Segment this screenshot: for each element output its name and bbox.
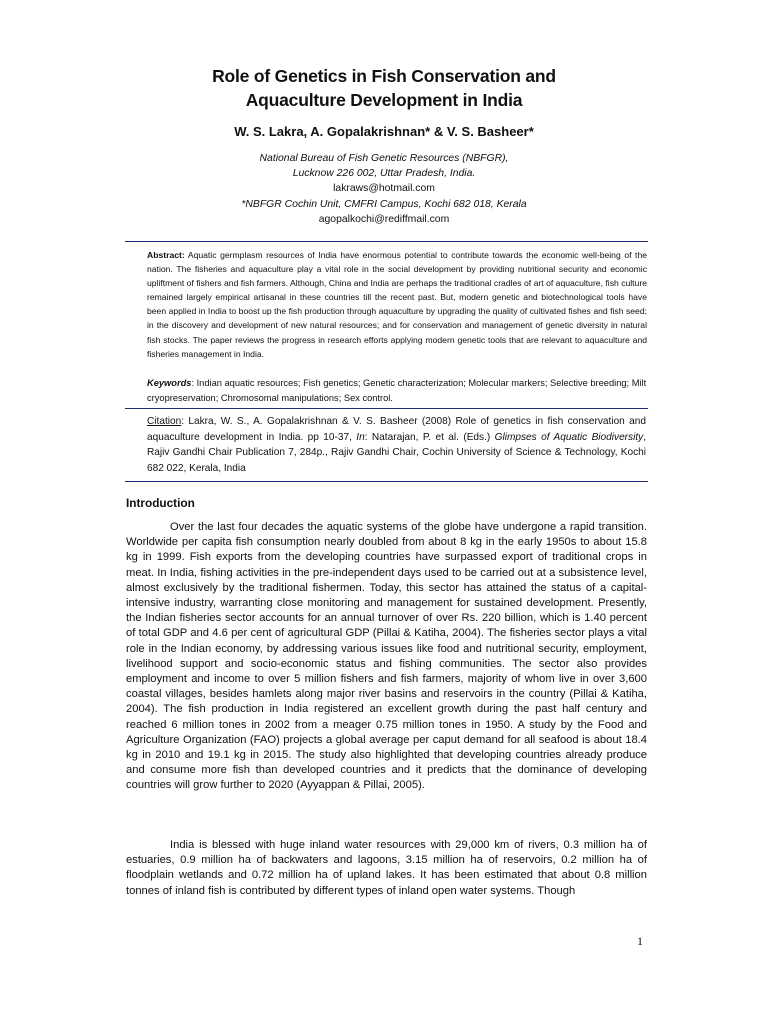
keywords-label: Keywords — [147, 378, 192, 388]
page-number: 1 — [637, 934, 643, 948]
paragraph-1-text: Over the last four decades the aquatic systems of the globe have undergone a rapid transition. Worldwide per capita fish consumption nearly doubled from about 8 kg in the early 1950s to about 15.8 kg in 1999. Fish exports from the developing countries have surpassed export of traditional crops in meat. In India, fishing activities in the pre-independent days used to be carried out at a subsistence level, almost exclusively by the traditional fishermen. Today, this sector has attained the status of a capital-intensive industry, warranting close monitoring and management for sustained development. Presently, the Indian fisheries sector accounts for an annual turnover of over Rs. 220 billion, which is 1.40 percent of total GDP and 4.6 per cent of agricultural GDP (Pillai & Katiha, 2004). The fisheries sector plays a vital role in the Indian economy, by addressing various issues like food and nutritional security, employment, livelihood support and socio-economic status and fishing communities. The sector also provides employment and income to over 5 million fishers and fish farmers, majority of whom live in over 3,600 coastal villages, besides hamlets along major river basins and reservoirs in the country (Pillai & Katiha, 2004). The fish production in India registered an excellent growth during the past half century and reached 6 million tones in 2002 from a meager 0.75 million tones in 1950. A study by the Food and Agriculture Organization (FAO) projects a global average per caput demand for all seafood is about 18.4 kg in 2010 and 19.1 kg in 2015. The study also highlighted that developing countries already produce and consume more fish than developed countries and it predicts that the dominance of developing countries will grow further to 2020 (Ayyappan & Pillai, 2005). — [126, 521, 647, 792]
affiliation-line-2: Lucknow 226 002, Uttar Pradesh, India. — [292, 168, 476, 180]
divider-rule-bottom — [125, 481, 648, 482]
paragraph-2-text: India is blessed with huge inland water resources with 29,000 km of rivers, 0.3 million ha of estuaries, 0.9 million ha of backwaters and lagoons, 3.15 million ha of reservoirs, 0.2 million ha of floodplain wetlands and 0.72 million ha of upland lakes. It has been estimated that about 0.8 million tonnes of inland fish is contributed by different types of inland open water systems. Though — [126, 839, 647, 897]
divider-rule-middle — [125, 408, 648, 409]
citation-label: Citation — [147, 416, 182, 427]
body-paragraph-2 — [126, 838, 647, 899]
keywords-block — [147, 376, 647, 406]
title-line-1: Role of Genetics in Fish Conservation and — [212, 66, 556, 86]
affiliation-line-1: National Bureau of Fish Genetic Resources (NBFGR), — [259, 153, 509, 164]
citation-text-a: : Lakra, W. S., A. Gopalakrishnan & V. S. Basheer (2008) Role of genetics in fish conservation and aquaculture development in India. pp 10-37, — [147, 416, 646, 443]
abstract-text: Aquatic germplasm resources of India have enormous potential to contribute towards the economic well-being of the nation. The fisheries and aquaculture play a vital role in the social development by providing nutritional security and economic upliftment of fishers and fish farmers. Although, China and India are perhaps the traditional cradles of art of aquaculture, fish culture remained largely empirical artisanal in these countries till the recent past. But, modern genetic and biotechnological tools have been applied in India to boost up the fish production through aquaculture by upgrading the quality of cultivated fishes and fish seed; in the discovery and development of new natural resources; and for conservation and management of genetic diversity in natural fish stocks. The paper reviews the progress in research efforts applying modern genetic tools that are relevant to aquaculture and fisheries management in India. — [147, 250, 647, 359]
paper-title — [0, 64, 768, 112]
keywords-text: : Indian aquatic resources; Fish genetics; Genetic characterization; Molecular markers; Selective breeding; Milt cryopreservation; Chromosomal manipulations; Sex control. — [147, 378, 647, 403]
author-email-1: lakraws@hotmail.com — [333, 183, 435, 195]
section-heading: Introduction — [126, 496, 195, 510]
affiliation-block — [0, 151, 768, 227]
affiliation-line-3: *NBFGR Cochin Unit, CMFRI Campus, Kochi 682 018, Kerala — [241, 198, 527, 210]
citation-block — [147, 414, 646, 476]
body-paragraph-1 — [126, 520, 647, 794]
abstract-label: Abstract: — [147, 250, 185, 260]
author-email-2: agopalkochi@rediffmail.com — [318, 213, 450, 225]
citation-text-c: , Rajiv Gandhi Chair Publication 7, 284p., Rajiv Gandhi Chair, Cochin University of Science & Technology, Kochi 682 022, Kerala, India — [147, 431, 646, 474]
title-line-2: Aquaculture Development in India — [245, 90, 523, 110]
citation-text-b: : Natarajan, P. et al. (Eds.) — [364, 431, 495, 443]
abstract-block — [147, 248, 647, 361]
citation-in-label: In — [356, 431, 365, 443]
divider-rule-top — [125, 241, 648, 242]
citation-book-title: Glimpses of Aquatic Biodiversity — [494, 431, 644, 443]
author-list: W. S. Lakra, A. Gopalakrishnan* & V. S. Basheer* — [234, 124, 534, 139]
